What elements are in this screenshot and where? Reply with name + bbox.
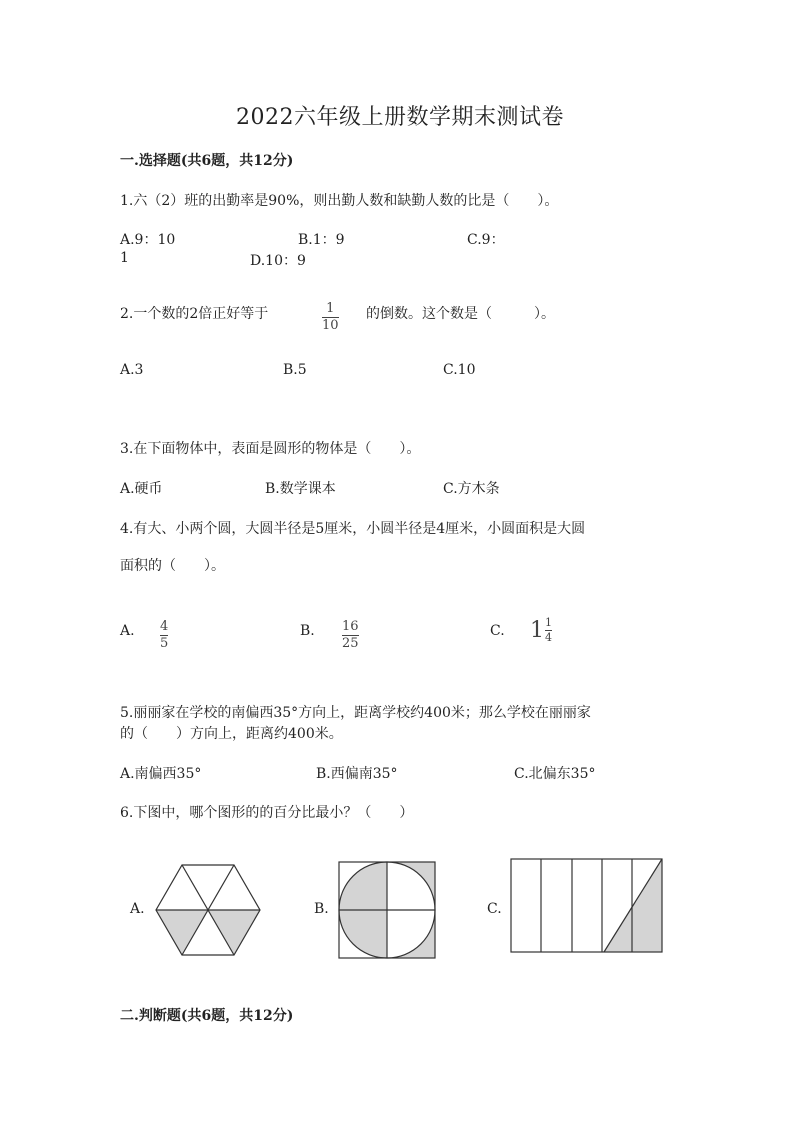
q2-fraction	[322, 297, 339, 334]
question-3-text: 3.在下面物体中，表面是圆形的物体是（ ）。	[120, 441, 421, 457]
q1-option-b: B.1：9	[298, 232, 345, 248]
q1-option-a: A.9：10	[120, 232, 176, 248]
section-choice-heading: 一.选择题(共6题，共12分)	[120, 153, 294, 169]
q6-hexagon-figure	[150, 858, 270, 962]
q4-option-c-label: C.	[490, 623, 505, 639]
question-4-line-1: 4.有大、小两个圆，大圆半径是5厘米，小圆半径是4厘米，小圆面积是大圆	[120, 521, 586, 537]
question-5-line-2: 的（ ）方向上，距离约400米。	[120, 726, 343, 742]
question-6-text: 6.下图中，哪个图形的的百分比最小？（ ）	[120, 805, 414, 821]
q3-option-a: A.硬币	[120, 481, 163, 497]
question-2-text-before: 2.一个数的2倍正好等于	[120, 306, 269, 322]
q2-option-b: B.5	[283, 362, 307, 378]
q4-c-numerator: 1	[545, 616, 552, 629]
q2-fraction-numerator: 1	[326, 301, 335, 316]
q4-a-denominator: 5	[160, 636, 169, 652]
q5-option-a: A.南偏西35°	[120, 766, 202, 782]
q4-option-a-fraction	[160, 615, 168, 652]
q4-b-numerator: 16	[342, 619, 359, 634]
question-5-line-1: 5.丽丽家在学校的南偏西35°方向上，距离学校约400米；那么学校在丽丽家	[120, 705, 591, 721]
q6-option-a-label: A.	[130, 901, 145, 917]
q1-option-c-continued: 1	[120, 250, 129, 266]
q5-option-c: C.北偏东35°	[514, 766, 596, 782]
page-title: 2022六年级上册数学期末测试卷	[236, 105, 564, 130]
q4-option-c-mixed-number	[530, 617, 552, 644]
q6-option-b-label: B.	[314, 901, 329, 917]
q1-option-c: C.9：	[467, 232, 505, 248]
q6-option-c-label: C.	[487, 901, 502, 917]
q5-option-b: B.西偏南35°	[316, 766, 398, 782]
circle-quarter-top-left-shaded	[339, 862, 387, 910]
q1-option-d: D.10：9	[250, 253, 306, 269]
q4-c-denominator: 4	[545, 631, 552, 645]
hexagon-shaded-bottom-right	[208, 910, 260, 955]
hexagon-shaded-bottom-left	[156, 910, 208, 955]
circle-quarter-bottom-left-shaded	[339, 910, 387, 958]
q2-fraction-denominator: 10	[322, 318, 339, 334]
q6-circle-square-figure	[338, 860, 438, 960]
q3-option-c: C.方木条	[443, 481, 500, 497]
q4-b-denominator: 25	[342, 636, 359, 652]
q4-a-numerator: 4	[160, 619, 169, 634]
question-1-text: 1.六（2）班的出勤率是90%，则出勤人数和缺勤人数的比是（ ）。	[120, 193, 559, 209]
q6-rectangle-strips-figure	[508, 855, 666, 955]
question-4-line-2: 面积的（ ）。	[120, 558, 225, 574]
q4-option-b-fraction	[342, 615, 359, 652]
question-2-text-after: 的倒数。这个数是（ ）。	[366, 306, 555, 322]
q2-option-c: C.10	[443, 362, 476, 378]
q2-option-a: A.3	[120, 362, 144, 378]
q4-c-whole: 1	[530, 618, 544, 644]
q4-option-a-label: A.	[120, 623, 135, 639]
q4-option-b-label: B.	[300, 623, 315, 639]
q3-option-b: B.数学课本	[265, 481, 336, 497]
section-judgment-heading: 二.判断题(共6题，共12分)	[120, 1008, 294, 1024]
